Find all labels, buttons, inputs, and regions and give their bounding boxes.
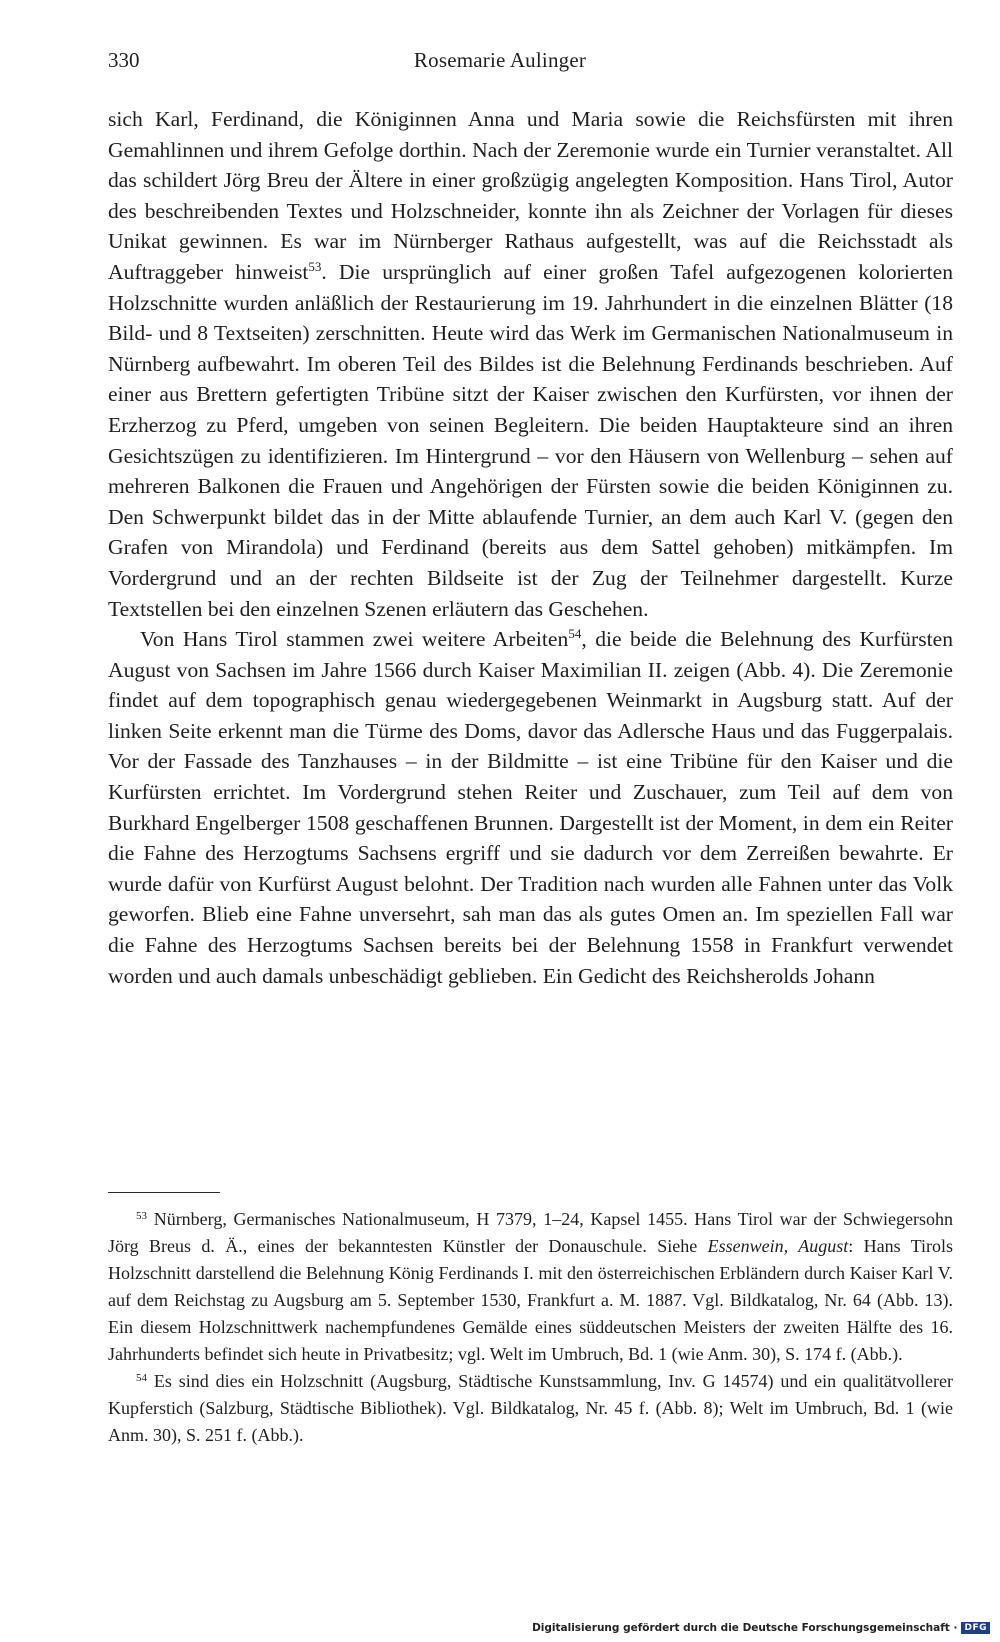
paragraph-2-part-a: Von Hans Tirol stammen zwei weitere Arbeiten bbox=[140, 627, 569, 652]
page-number: 330 bbox=[108, 48, 140, 72]
digitization-footer bbox=[532, 1622, 990, 1634]
paragraph-2 bbox=[108, 624, 953, 991]
paragraph-2-part-b: , die beide die Belehnung des Kurfürsten August von Sachsen im Jahre 1566 durch Kaiser Maximilian II. zeigen (Abb. 4). Die Zeremonie findet auf dem topographisch genau wiedergegebenen Weinmarkt in Augsburg statt. Auf der linken Seite erkennt man die Türme des Doms, davor das Adlersche Haus und das Fuggerpalais. Vor der Fassade des Tanzhauses – in der Bildmitte – ist eine Tribüne für den Kaiser und die Kurfürsten errichtet. Im Vordergrund stehen Reiter und Zuschauer, zum Teil auf dem von Burkhard Engelberger 1508 geschaffenen Brunnen. Dargestellt ist der Moment, in dem ein Reiter die Fahne des Herzogtums Sachsens ergriff und sie dadurch vor dem Zerreißen bewahrte. Er wurde dafür von Kurfürst August belohnt. Der Tradition nach wurden alle Fahnen unter das Volk geworfen. Blieb eine Fahne unversehrt, sah man das als gutes Omen an. Im speziellen Fall war die Fahne des Herzogtums Sachsen bereits bei der Belehnung 1558 in Frankfurt verwendet worden und auch damals unbeschädigt geblieben. Ein Gedicht des Reichsherolds Johann bbox=[108, 627, 953, 988]
body-text bbox=[108, 104, 953, 991]
paragraph-1 bbox=[108, 104, 953, 624]
footnote-53-author: Essenwein, August bbox=[707, 1236, 849, 1256]
paragraph-1-part-b: . Die ursprünglich auf einer großen Tafel aufgezogenen kolorierten Holzschnitte wurden anläßlich der Restaurierung im 19. Jahrhundert in die einzelnen Blätter (18 Bild- und 8 Textseiten) zerschnitten. Heute wird das Werk im Germanischen Nationalmuseum in Nürnberg aufbewahrt. Im oberen Teil des Bildes ist die Belehnung Ferdinands beschrieben. Auf einer aus Brettern gefertigten Tribüne sitzt der Kaiser zwischen den Kurfürsten, vor ihnen der Erzherzog zu Pferd, umgeben von seinen Begleitern. Die beiden Hauptakteure sind an ihren Gesichtszügen zu identifizieren. Im Hintergrund – vor den Häusern von Wellenburg – sehen auf mehreren Balkonen die Frauen und Angehörigen der Fürsten sowie die beiden Königinnen zu. Den Schwerpunkt bildet das in der Mitte ablaufende Turnier, an dem auch Karl V. (gegen den Grafen von Mirandola) und Ferdinand (bereits aus dem Sattel gehoben) mitkämpfen. Im Vordergrund und an der rechten Bildseite ist der Zug der Teilnehmer dargestellt. Kurze Textstellen bei den einzelnen Szenen erläutern das Geschehen. bbox=[108, 259, 953, 621]
dfg-logo: DFG bbox=[961, 1622, 990, 1634]
footer-text: Digitalisierung gefördert durch die Deutsche Forschungsgemeinschaft · bbox=[532, 1622, 958, 1634]
footnote-53-text-b: : Hans Tirols Holzschnitt darstellend die Belehnung König Ferdinands I. mit den österreichischen Erbländern durch Kaiser Karl V. auf dem Reichstag zu Augsburg am 5. September 1530, Frankfurt a. M. 1887. Vgl. Bildkatalog, Nr. 64 (Abb. 13). Ein diesem Holzschnittwerk nachempfundenes Gemälde eines süddeutschen Meisters der zweiten Hälfte des 16. Jahrhunderts befindet sich heute in Privatbesitz; vgl. Welt im Umbruch, Bd. 1 (wie Anm. 30), S. 174 f. (Abb.). bbox=[108, 1236, 953, 1364]
footnote-ref-54[interactable]: 54 bbox=[568, 626, 582, 642]
footnote-54 bbox=[108, 1368, 953, 1449]
footnote-54-number: 54 bbox=[136, 1372, 147, 1384]
paragraph-1-part-a: sich Karl, Ferdinand, die Königinnen Anna und Maria sowie die Reichsfürsten mit ihren Gemahlinnen und ihrem Gefolge dorthin. Nach der Zeremonie wurde ein Turnier veranstaltet. All das schildert Jörg Breu der Ältere in einer großzügig angelegten Komposition. Hans Tirol, Autor des beschreibenden Textes und Holzschneider, konnte ihn als Zeichner der Vorlagen für dieses Unikat gewinnen. Es war im Nürnberger Rathaus aufgestellt, was auf die Reichsstadt als Auftraggeber hinweist bbox=[108, 107, 953, 284]
footnote-53 bbox=[108, 1206, 953, 1368]
footnote-separator bbox=[108, 1192, 220, 1193]
footnote-53-number: 53 bbox=[136, 1210, 147, 1222]
footnotes bbox=[108, 1206, 953, 1449]
footnote-ref-53[interactable]: 53 bbox=[308, 258, 322, 274]
footnote-53-text-a: Nürnberg, Germanisches Nationalmuseum, H 7379, 1–24, Kapsel 1455. Hans Tirol war der Schwiegersohn Jörg Breus d. Ä., eines der bekanntesten Künstler der Donauschule. Siehe bbox=[108, 1209, 953, 1256]
footnote-54-text: Es sind dies ein Holzschnitt (Augsburg, Städtische Kunstsammlung, Inv. G 14574) und ein qualitätvollerer Kupferstich (Salzburg, Städtische Bibliothek). Vgl. Bildkatalog, Nr. 45 f. (Abb. 8); Welt im Umbruch, Bd. 1 (wie Anm. 30), S. 251 f. (Abb.). bbox=[108, 1371, 953, 1445]
running-head: Rosemarie Aulinger bbox=[413, 48, 587, 72]
